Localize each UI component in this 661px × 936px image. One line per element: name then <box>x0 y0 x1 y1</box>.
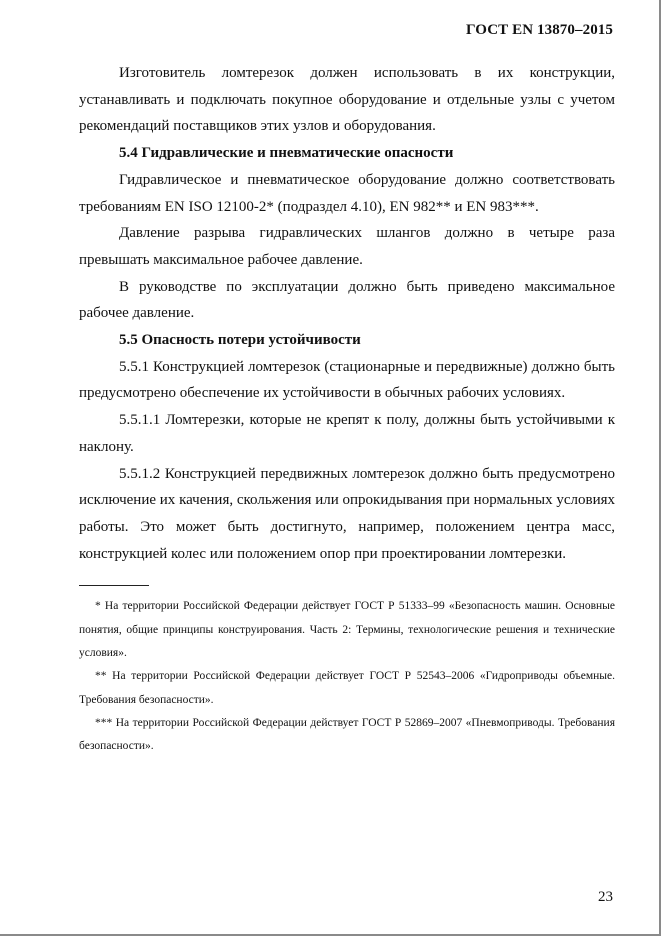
document-header: ГОСТ EN 13870–2015 <box>466 22 613 38</box>
section-heading-5-5: 5.5 Опасность потери устойчивости <box>119 332 361 349</box>
section-heading-5-4: 5.4 Гидравлические и пневматические опасности <box>119 145 454 162</box>
footnote-2: ** На территории Российской Федерации действует ГОСТ Р 52543–2006 «Гидроприводы объемные. Требования безопасности». <box>79 670 615 706</box>
paragraph-5-5-1-2: 5.5.1.2 Конструкцией передвижных ломтерезок должно быть предусмотрено исключение их качения, скольжения или опрокидывания при нормальных условиях работы. Это может быть достигнуто, например, положением центра масс, конструкцией колес или положением опор при проектировании ломтерезки. <box>79 465 615 562</box>
paragraph-5-5-1-1: 5.5.1.1 Ломтерезки, которые не крепят к полу, должны быть устойчивыми к наклону. <box>79 412 615 455</box>
paragraph-5-5-1: 5.5.1 Конструкцией ломтерезок (стационарные и передвижные) должно быть предусмотрено обеспечение их устойчивости в обычных рабочих условиях. <box>79 358 615 402</box>
paragraph-manufacturer: Изготовитель ломтерезок должен использовать в их конструкции, устанавливать и подключать покупное оборудование и отдельные узлы с учетом рекомендаций поставщиков этих узлов и оборудования. <box>79 65 615 135</box>
page-content <box>79 60 615 758</box>
footnote-1: * На территории Российской Федерации действует ГОСТ Р 51333–99 «Безопасность машин. Основные понятия, общие принципы конструирования. Часть 2: Термины, технологические решения и технические условия». <box>79 600 615 659</box>
page-number: 23 <box>598 889 613 905</box>
paragraph-burst-pressure: Давление разрыва гидравлических шлангов должно в четыре раза превышать максимальное рабочее давление. <box>79 225 615 268</box>
footnote-separator <box>79 585 149 586</box>
footnote-3: *** На территории Российской Федерации действует ГОСТ Р 52869–2007 «Пневмоприводы. Требования безопасности». <box>79 716 615 753</box>
paragraph-manual-pressure: В руководстве по эксплуатации должно быть приведено максимальное рабочее давление. <box>79 278 615 322</box>
paragraph-hydraulic-requirements: Гидравлическое и пневматическое оборудование должно соответствовать требованиям EN ISO 12100-2* (подраздел 4.10), EN 982** и EN 983***. <box>79 171 615 215</box>
